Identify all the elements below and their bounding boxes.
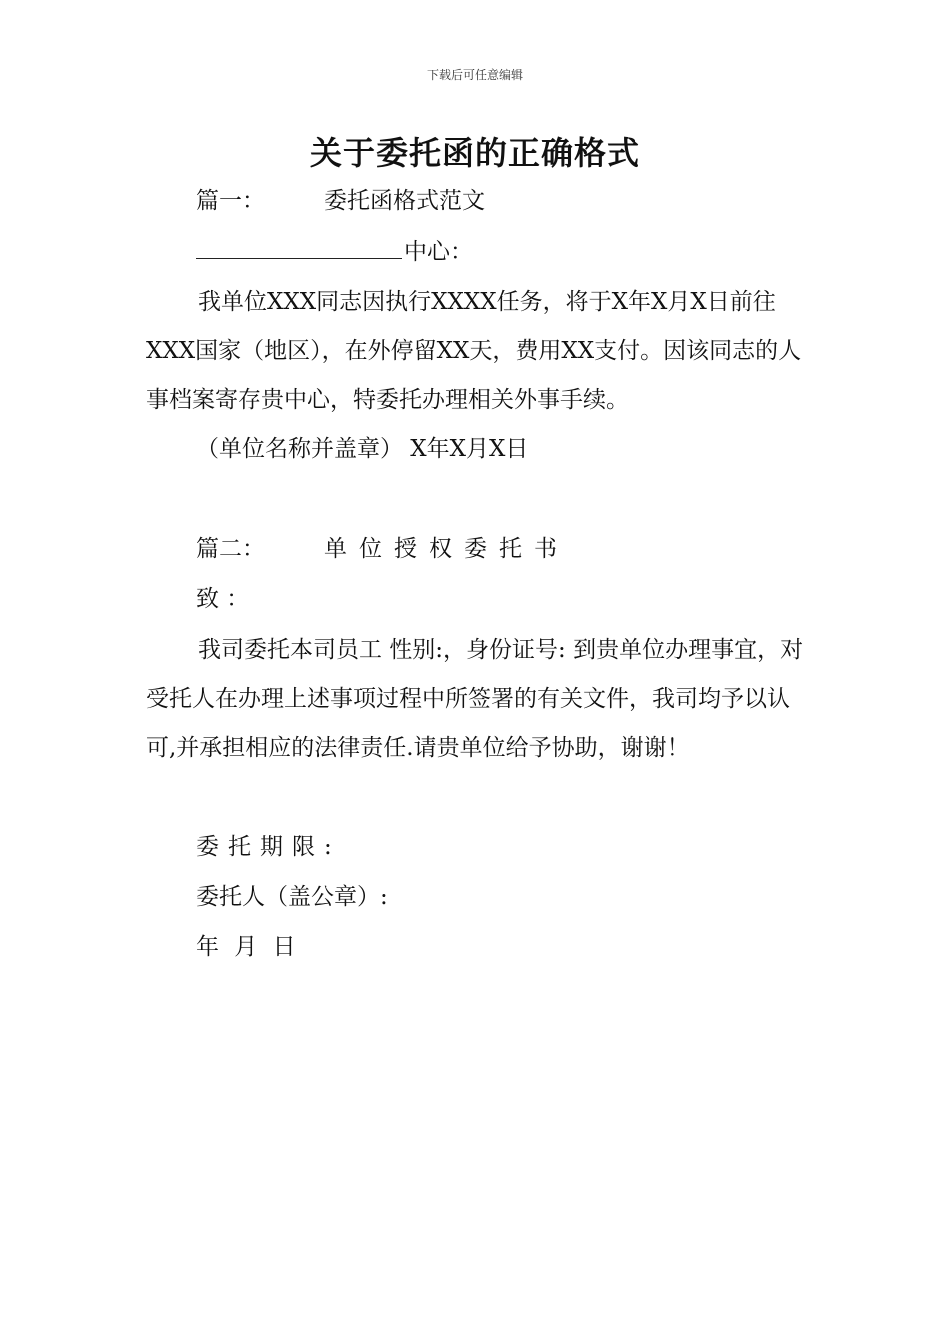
section2-principal: 委托人（盖公章）: bbox=[196, 884, 388, 910]
section2-salutation: 致 ： bbox=[196, 586, 250, 612]
section2-body: 我司委托本司员工 性别:，身份证号: 到贵单位办理事宜，对受托人在办理上述事项过程中所签署的有关文件，我司均予以认可,并承担相应的法律责任.请贵单位给予协助，谢谢！ bbox=[146, 637, 804, 761]
section1-heading: 委托函格式范文 bbox=[324, 188, 485, 214]
section1-heading-line bbox=[196, 186, 485, 216]
section2-heading-line bbox=[196, 534, 569, 564]
section1-addressee bbox=[196, 234, 473, 267]
section1-body: 我单位XXX同志因执行XXXX任务，将于X年X月X日前往XXX国家（地区），在外停留XX天，费用XX支付。因该同志的人事档案寄存贵中心，特委托办理相关外事手续。 bbox=[146, 289, 802, 413]
section1-label: 篇一： bbox=[196, 188, 265, 214]
section2-heading: 单位授权委托书 bbox=[324, 536, 569, 562]
addressee-blank bbox=[196, 234, 402, 259]
section2-term: 委托期限: bbox=[196, 834, 341, 860]
addressee-suffix: 中心： bbox=[404, 239, 473, 265]
document-title: 关于委托函的正确格式 bbox=[309, 134, 640, 172]
section2-label: 篇二： bbox=[196, 536, 265, 562]
section1-signature: （单位名称并盖章） X年X月X日 bbox=[196, 436, 529, 462]
section2-date: 年 月 日 bbox=[196, 934, 296, 960]
header-note: 下载后可任意编辑 bbox=[426, 68, 523, 82]
